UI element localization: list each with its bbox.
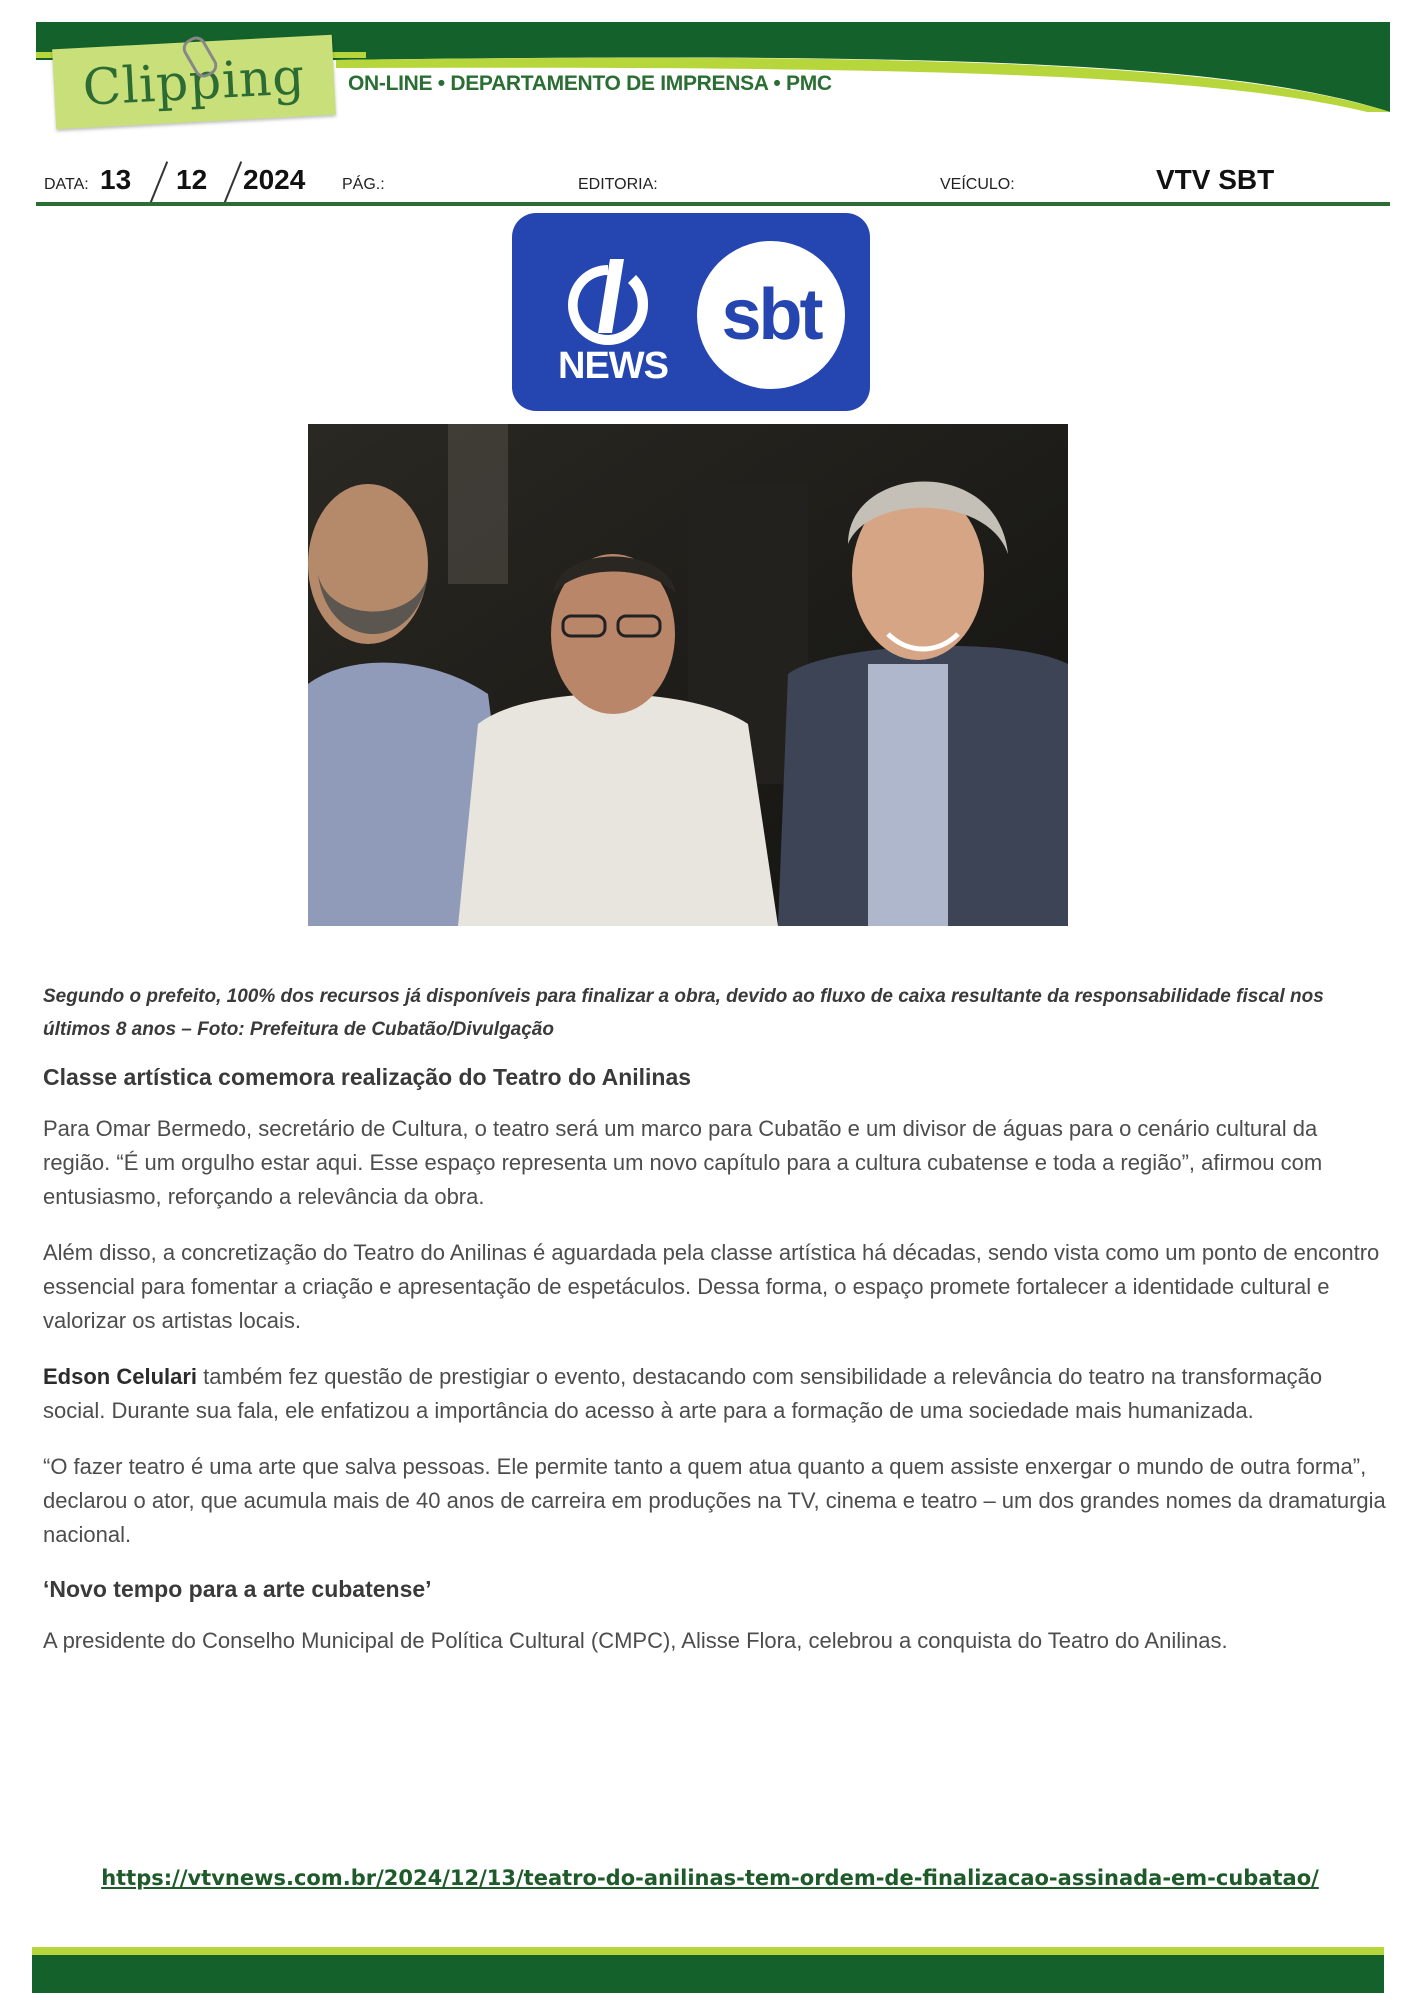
section-label: EDITORIA: [578,176,658,193]
paragraph-3 [43,1360,1388,1428]
vehicle-value: VTV SBT [1156,164,1275,195]
sbt-label: sbt [721,275,821,355]
sbt-circle [697,241,845,389]
vtv-sbt-logo [512,213,870,411]
news-label: NEWS [558,345,668,387]
date-month: 12 [176,164,208,195]
footer-dark-band [32,1955,1384,1993]
vehicle-label: VEÍCULO: [940,176,1015,193]
date-label: DATA: [44,176,89,193]
edson-celulari-name: Edson Celulari [43,1364,198,1389]
date-slash [150,161,168,203]
subheading-novo-tempo: ‘Novo tempo para a arte cubatense’ [43,1576,432,1602]
page-label: PÁG.: [342,176,385,193]
photo-caption: Segundo o prefeito, 100% dos recursos já disponíveis para finalizar a obra, devido ao fluxo de caixa resultante da responsabilidade fiscal nos últimos 8 anos – Foto: Prefeitura de Cubatão/Divulgação [43,986,1324,1040]
paragraph-4: “O fazer teatro é uma arte que salva pessoas. Ele permite tanto a quem atua quanto a quem assiste enxergar o mundo de outra forma”, declarou o ator, que acumula mais de 40 anos de carreira em produções na TV, cinema e teatro – um dos grandes nomes da dramaturgia nacional. [43,1454,1386,1547]
clipping-title: Clipping [81,47,307,117]
article-body [43,980,1388,1680]
source-url-link[interactable]: https://vtvnews.com.br/2024/12/13/teatro-do-anilinas-tem-ordem-de-finalizacao-assinada-em-cubatao/ [101,1866,1319,1890]
paragraph-1: Para Omar Bermedo, secretário de Cultura, o teatro será um marco para Cubatão e um divisor de águas para o cenário cultural da região. “É um orgulho estar aqui. Esse espaço representa um novo capítulo para a cultura cubatense e toda a região”, afirmou com entusiasmo, reforçando a relevância da obra. [43,1116,1323,1209]
date-year: 2024 [243,164,306,195]
date-slash [224,161,242,203]
photo-illustration [308,424,1068,926]
paragraph-5: A presidente do Conselho Municipal de Política Cultural (CMPC), Alisse Flora, celebrou a conquista do Teatro do Anilinas. [43,1628,1228,1653]
paragraph-2: Além disso, a concretização do Teatro do Anilinas é aguardada pela classe artística há décadas, sendo vista como um ponto de encontro essencial para fomentar a criação e apresentação de espetáculos. Dessa forma, o espaço promete fortalecer a identidade cultural e valorizar os artistas locais. [43,1240,1380,1333]
header-subtitle: ON-LINE • DEPARTAMENTO DE IMPRENSA • PMC [348,72,832,95]
meta-divider [36,202,1390,206]
v-logo-icon [558,253,658,353]
paragraph-3-text: também fez questão de prestigiar o evento, destacando com sensibilidade a relevância do teatro na transformação social. Durante sua fala, ele enfatizou a importância do acesso à arte para a formação de uma sociedade mais humanizada. [43,1364,1323,1423]
subheading-classe-artistica: Classe artística comemora realização do Teatro do Anilinas [43,1064,692,1090]
article-photo [308,424,1068,926]
date-day: 13 [100,164,132,195]
footer-light-band [32,1947,1384,1955]
meta-row [36,160,1390,200]
